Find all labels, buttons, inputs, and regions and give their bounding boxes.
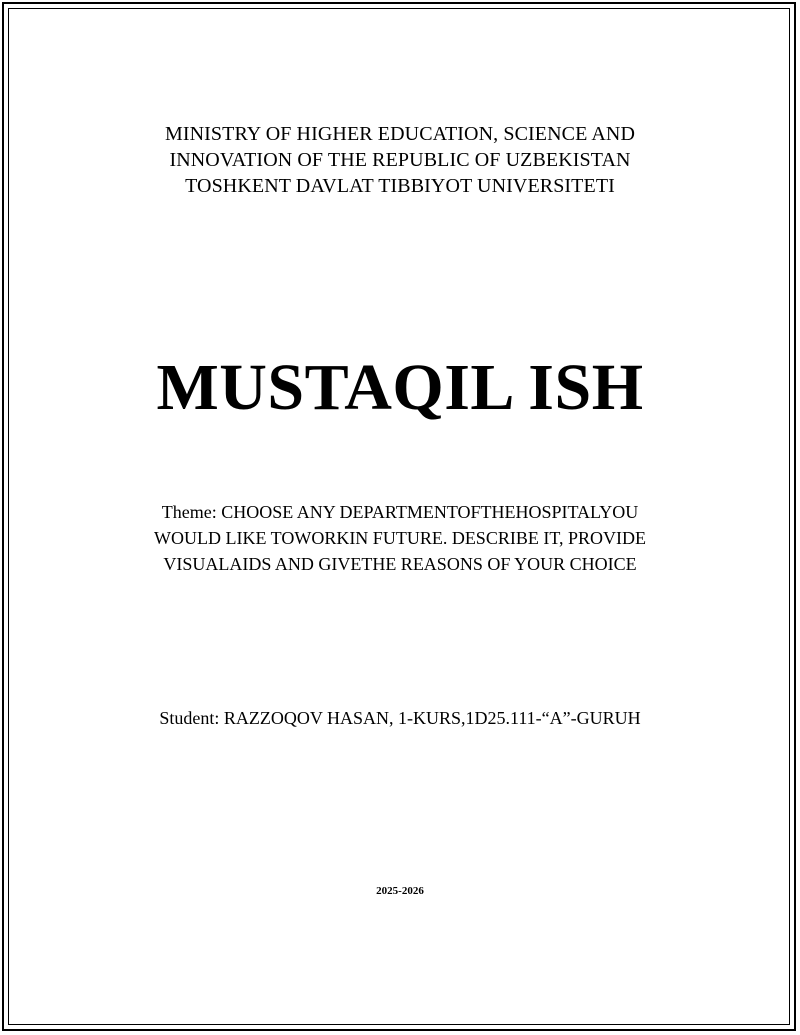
- theme-line-2: WOULD LIKE TOWORKIN FUTURE. DESCRIBE IT, PROVIDE: [154, 528, 646, 548]
- institution-header: [0, 121, 800, 199]
- theme-line-1: Theme: CHOOSE ANY DEPARTMENTOFTHEHOSPITALYOU: [161, 502, 639, 522]
- document-title: MUSTAQIL ISH: [156, 351, 644, 424]
- theme-block: [0, 499, 800, 577]
- student-info: Student: RAZZOQOV HASAN, 1-KURS,1D25.111-“A”-GURUH: [159, 708, 641, 728]
- header-line-ministry: MINISTRY OF HIGHER EDUCATION, SCIENCE AND: [164, 123, 636, 145]
- theme-line-3: VISUALAIDS AND GIVETHE REASONS OF YOUR CHOICE: [163, 554, 637, 574]
- header-line-republic: INNOVATION OF THE REPUBLIC OF UZBEKISTAN: [169, 149, 631, 171]
- header-line-university: TOSHKENT DAVLAT TIBBIYOT UNIVERSITETI: [185, 175, 615, 197]
- academic-year: 2025-2026: [376, 885, 424, 897]
